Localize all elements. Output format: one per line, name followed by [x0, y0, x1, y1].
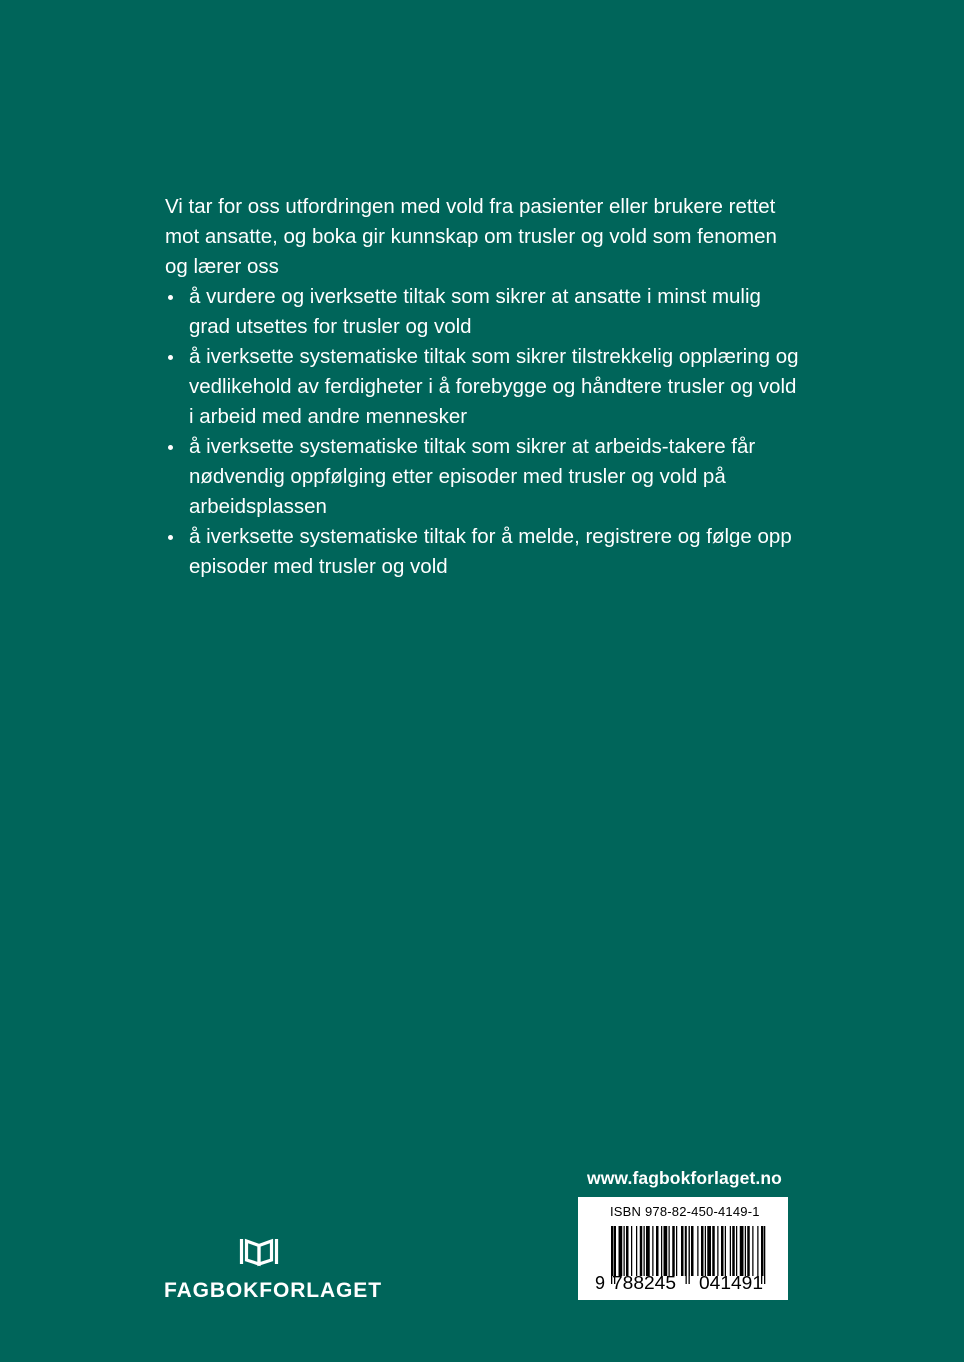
barcode-first-digit: 9 [595, 1273, 606, 1293]
barcode-left-digits: 788245 [612, 1273, 676, 1293]
publisher-logo-text: FAGBOKFORLAGET [164, 1279, 382, 1302]
list-item: å iverksette systematiske tiltak som sikrer at arbeids-takere får nødvendig oppfølging etter episoder med trusler og vold på arbeidsplassen [165, 432, 805, 522]
isbn-barcode [578, 1197, 788, 1300]
list-item: å iverksette systematiske tiltak som sikrer tilstrekkelig opplæring og vedlikehold av ferdigheter i å forebygge og håndtere trusler og vold i arbeid med andre mennesker [165, 342, 805, 432]
book-icon [239, 1237, 279, 1267]
back-cover-blurb [165, 192, 805, 582]
list-item: å vurdere og iverksette tiltak som sikrer at ansatte i minst mulig grad utsettes for trusler og vold [165, 282, 805, 342]
isbn-number: ISBN 978-82-450-4149-1 [610, 1204, 760, 1219]
list-item: å iverksette systematiske tiltak for å melde, registrere og følge opp episoder med trusler og vold [165, 522, 805, 582]
blurb-bullet-list [165, 282, 805, 582]
barcode-right-digits: 041491 [699, 1273, 763, 1293]
blurb-intro: Vi tar for oss utfordringen med vold fra pasienter eller brukere rettet mot ansatte, og boka gir kunnskap om trusler og vold som fenomen og lærer oss [165, 195, 777, 278]
publisher-website: www.fagbokforlaget.no [587, 1168, 782, 1188]
